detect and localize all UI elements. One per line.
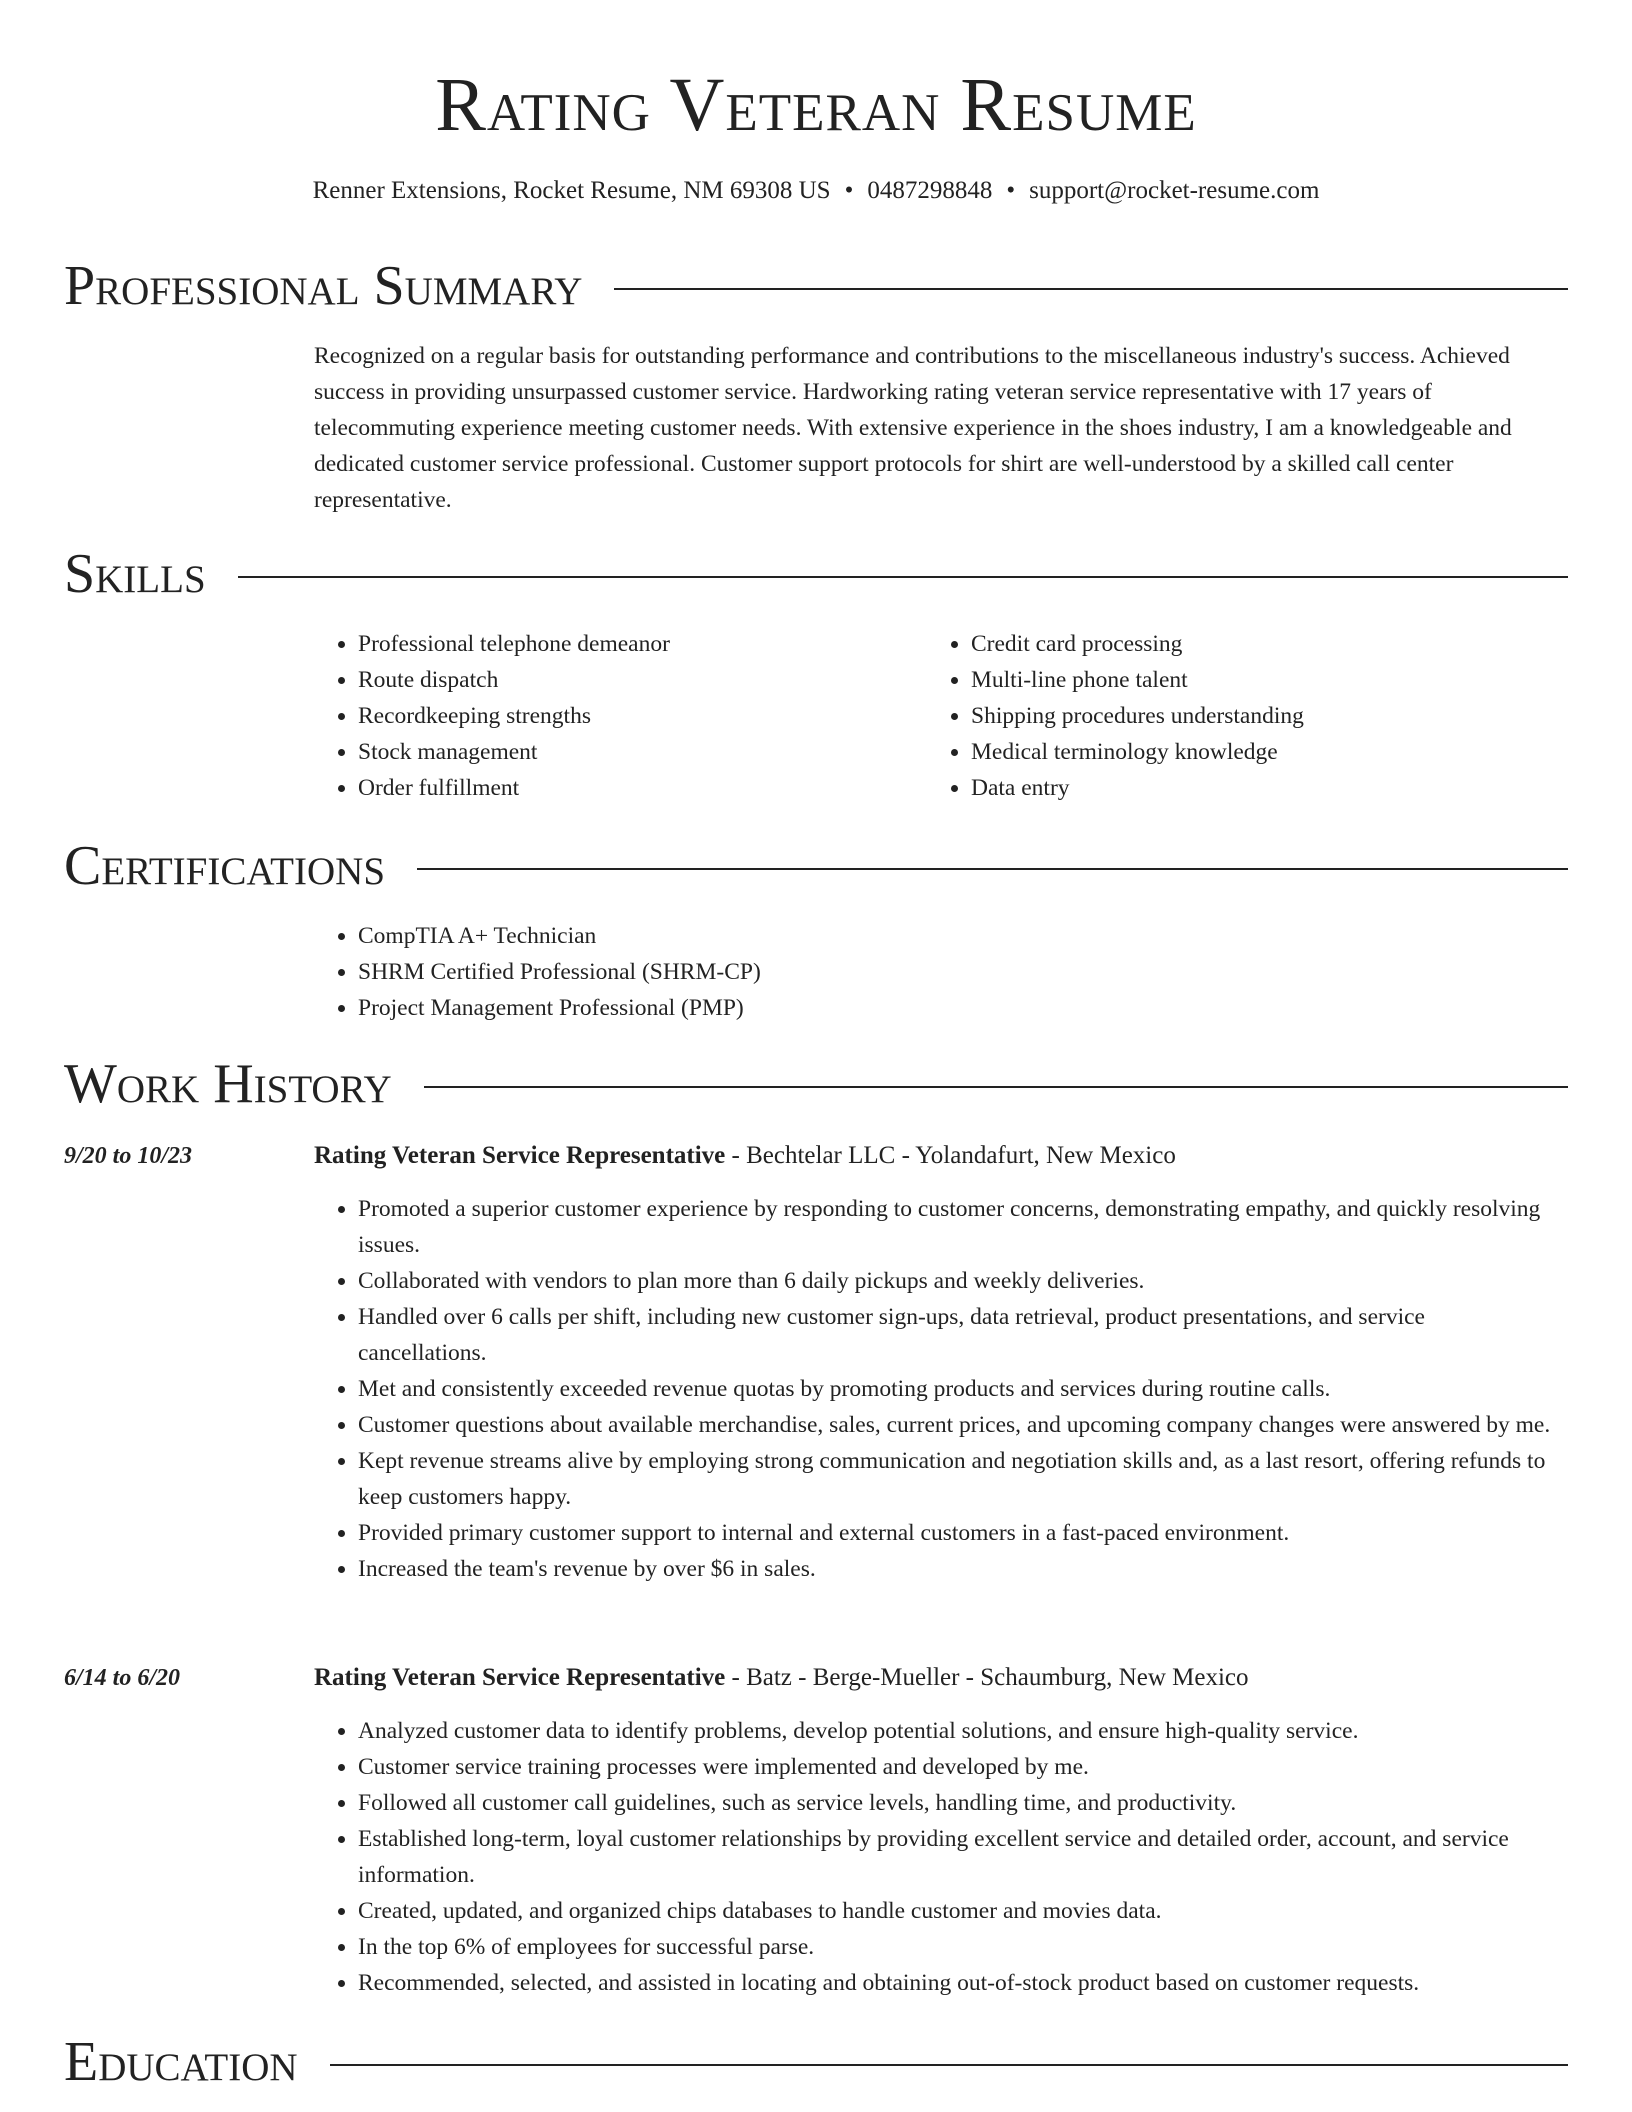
job-bullet: • Recommended, selected, and assisted in locating and obtaining out-of-stock product based on customer requests.	[358, 1965, 1554, 2001]
resume-title: Rating Veteran Resume	[435, 63, 1197, 147]
skill-item: • Route dispatch	[358, 662, 670, 698]
job-bullet: • Established long-term, loyal customer relationships by providing excellent service and detailed order, account, and service information.	[358, 1821, 1554, 1893]
job-bullet-list	[314, 1713, 1554, 2001]
job-bullet: • Promoted a superior customer experience by responding to customer concerns, demonstrating empathy, and quickly resolving issues.	[358, 1191, 1554, 1263]
job-bullet: • Kept revenue streams alive by employing strong communication and negotiation skills and, as a last resort, offering refunds to keep customers happy.	[358, 1443, 1554, 1515]
section-header-education	[64, 2030, 1568, 2094]
skill-item: • Shipping procedures understanding	[971, 698, 1304, 734]
job-company: - Bechtelar LLC - Yolandafurt, New Mexico	[725, 1142, 1176, 1169]
job-heading	[314, 1660, 1554, 1696]
skill-item: • Credit card processing	[971, 626, 1304, 662]
skills-list-left	[314, 626, 670, 806]
certifications-list	[314, 918, 761, 1026]
job-bullet: • Collaborated with vendors to plan more than 6 daily pickups and weekly deliveries.	[358, 1263, 1554, 1299]
section-divider	[424, 1086, 1568, 1088]
job-bullet: • Handled over 6 calls per shift, including new customer sign-ups, data retrieval, product presentations, and service cancellations.	[358, 1299, 1554, 1371]
job-bullet: • Provided primary customer support to internal and external customers in a fast-paced environment.	[358, 1515, 1554, 1551]
skill-item: • Multi-line phone talent	[971, 662, 1304, 698]
skill-item: • Order fulfillment	[358, 770, 670, 806]
contact-address: Renner Extensions, Rocket Resume, NM 69308 US	[312, 177, 831, 204]
contact-separator: •	[844, 177, 854, 204]
job-bullet: • Met and consistently exceeded revenue quotas by promoting products and services during routine calls.	[358, 1371, 1554, 1407]
job-bullet-list	[314, 1191, 1554, 1587]
job-bullet: • In the top 6% of employees for successful parse.	[358, 1929, 1554, 1965]
contact-email: support@rocket-resume.com	[1029, 177, 1320, 204]
job-bullet: • Customer questions about available merchandise, sales, current prices, and upcoming company changes were answered by me.	[358, 1407, 1554, 1443]
skill-item: • Stock management	[358, 734, 670, 770]
job-bullet: • Increased the team's revenue by over $6 in sales.	[358, 1551, 1554, 1587]
skill-item: • Data entry	[971, 770, 1304, 806]
section-divider	[614, 288, 1568, 290]
section-divider	[330, 2064, 1568, 2066]
skills-list-right	[927, 626, 1304, 806]
job-heading	[314, 1138, 1554, 1174]
section-title-education: Education	[64, 2031, 298, 2093]
job-bullet: • Customer service training processes were implemented and developed by me.	[358, 1749, 1554, 1785]
certification-item: • Project Management Professional (PMP)	[358, 990, 761, 1026]
section-divider	[417, 868, 1568, 870]
section-title-certifications: Certifications	[64, 835, 386, 897]
job-role: Rating Veteran Service Representative	[314, 1664, 726, 1691]
job-role: Rating Veteran Service Representative	[314, 1142, 726, 1169]
job-dates: 6/14 to 6/20	[64, 1665, 181, 1691]
section-header-work-history	[64, 1052, 1568, 1116]
job-bullet: • Created, updated, and organized chips databases to handle customer and movies data.	[358, 1893, 1554, 1929]
section-divider	[238, 576, 1568, 578]
section-header-skills	[64, 542, 1568, 606]
skill-item: • Recordkeeping strengths	[358, 698, 670, 734]
contact-phone: 0487298848	[867, 177, 993, 204]
summary-text: Recognized on a regular basis for outstanding performance and contributions to the miscellaneous industry's success. Achieved success in providing unsurpassed customer service. Hardworking rating veteran service representative with 17 years of telecommuting experience meeting customer needs. With extensive experience in the shoes industry, I am a knowledgeable and dedicated customer service professional. Customer support protocols for shirt are well-understood by a skilled call center representative.	[314, 343, 1512, 513]
job-company: - Batz - Berge-Mueller - Schaumburg, New Mexico	[725, 1664, 1249, 1691]
job-bullet: • Analyzed customer data to identify problems, develop potential solutions, and ensure high-quality service.	[358, 1713, 1554, 1749]
skill-item: • Medical terminology knowledge	[971, 734, 1304, 770]
section-header-certifications	[64, 834, 1568, 898]
section-title-skills: Skills	[64, 543, 206, 605]
section-title-summary: Professional Summary	[64, 255, 583, 317]
skill-item: • Professional telephone demeanor	[358, 626, 670, 662]
contact-line	[0, 174, 1632, 208]
contact-separator: •	[1006, 177, 1016, 204]
certification-item: • CompTIA A+ Technician	[358, 918, 761, 954]
section-title-work-history: Work History	[64, 1053, 392, 1115]
section-header-summary	[64, 254, 1568, 318]
job-dates: 9/20 to 10/23	[64, 1143, 193, 1169]
job-bullet: • Followed all customer call guidelines, such as service levels, handling time, and productivity.	[358, 1785, 1554, 1821]
certification-item: • SHRM Certified Professional (SHRM-CP)	[358, 954, 761, 990]
